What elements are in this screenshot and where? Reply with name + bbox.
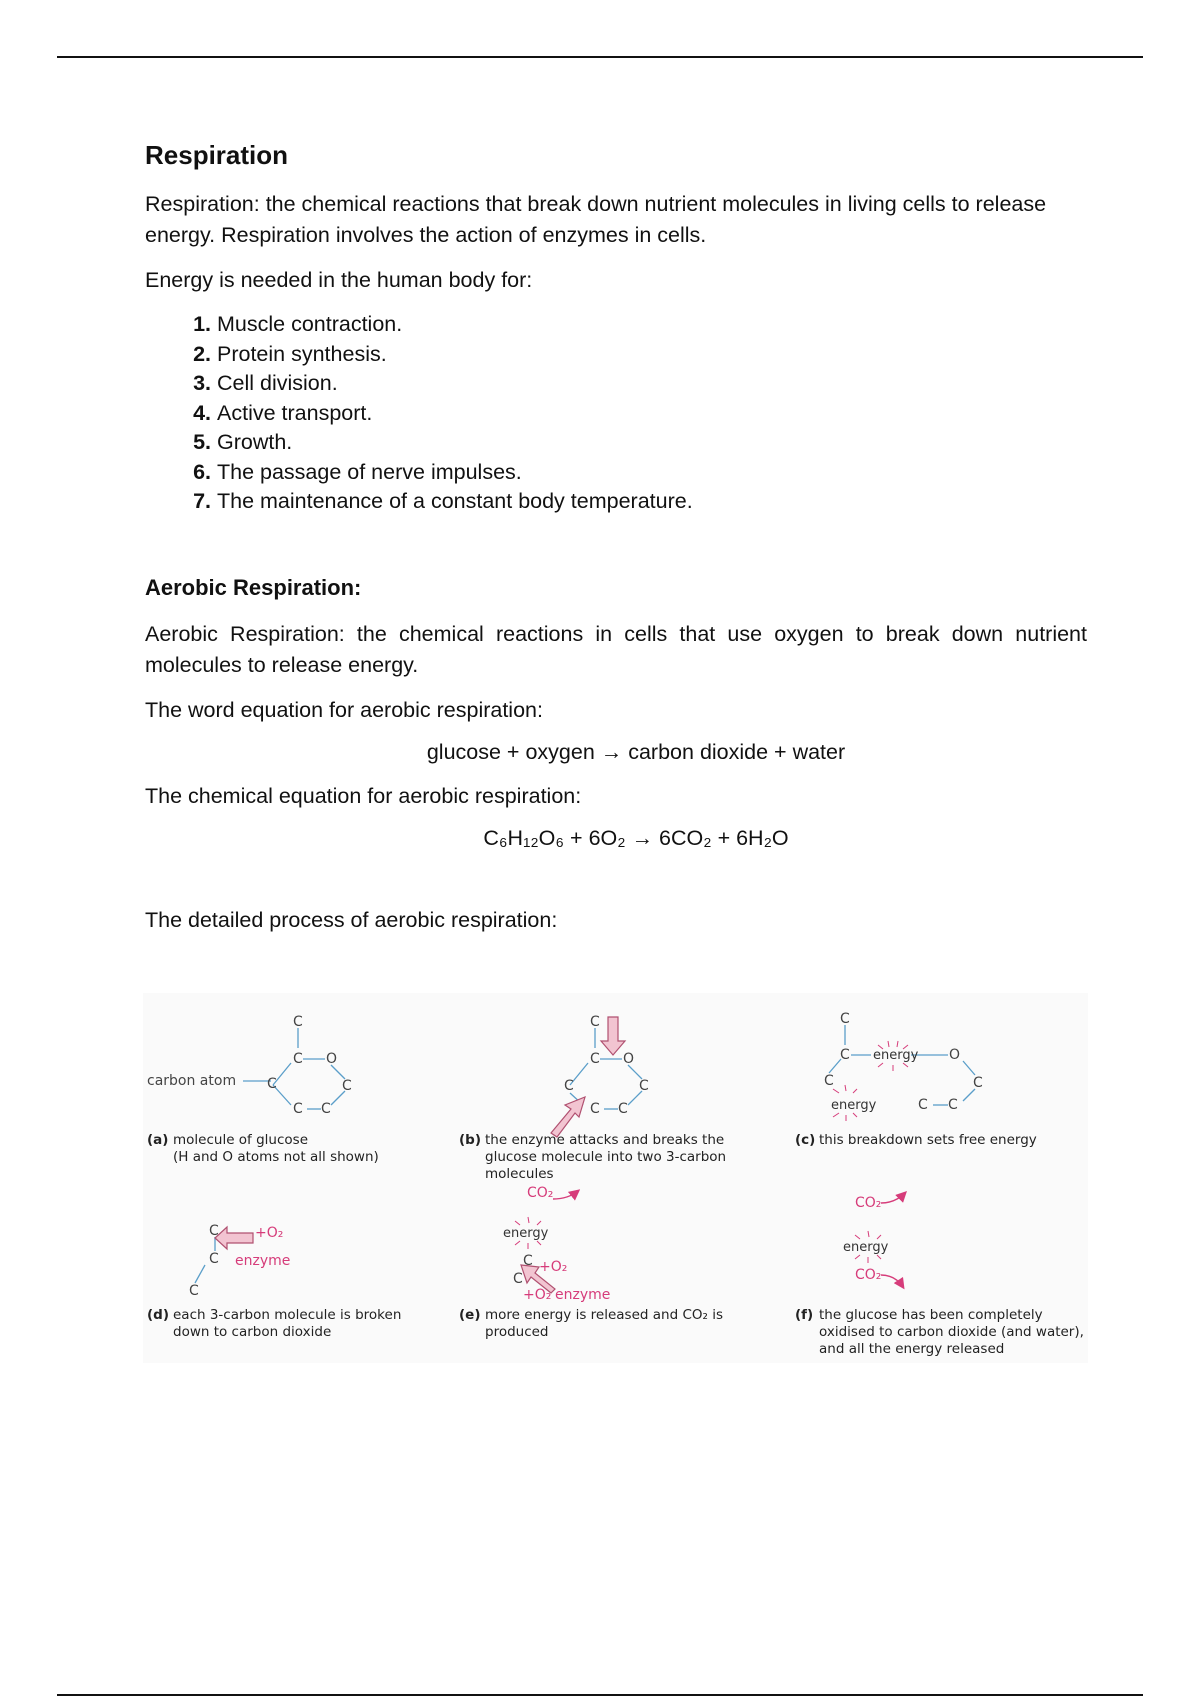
panel-e-co2-arrow <box>553 1191 578 1199</box>
atom-c: C <box>293 1014 303 1030</box>
top-rule <box>57 56 1143 58</box>
atom-c: C <box>948 1097 958 1113</box>
atom-c: C <box>267 1076 277 1092</box>
co2-label: CO₂ <box>855 1195 882 1211</box>
caption-c-letter: (c) <box>795 1132 816 1148</box>
caption-f-letter: (f) <box>795 1307 814 1323</box>
caption-e-letter: (e) <box>459 1307 481 1323</box>
energy-label: energy <box>873 1048 919 1063</box>
enzyme-label: enzyme <box>555 1287 611 1303</box>
panel-a-atoms <box>147 1014 352 1117</box>
word-equation: glucose + oxygen → carbon dioxide + water <box>426 739 846 764</box>
atom-c: C <box>840 1047 850 1063</box>
atom-o: O <box>949 1047 961 1063</box>
atom-c: C <box>189 1283 199 1299</box>
caption-b: molecules <box>485 1166 554 1182</box>
caption-e: produced <box>485 1324 549 1340</box>
atom-c: C <box>564 1078 574 1094</box>
caption-e: more energy is released and CO₂ is <box>485 1307 723 1323</box>
list-item: 6. The passage of nerve impulses. <box>217 458 1087 488</box>
atom-c: C <box>513 1271 523 1287</box>
document-body <box>145 140 1087 950</box>
aerobic-heading: Aerobic Respiration: <box>145 574 362 600</box>
atom-c: C <box>321 1101 331 1117</box>
list-item: 4. Active transport. <box>217 399 1087 429</box>
plus-o2-label: +O₂ <box>539 1259 568 1275</box>
caption-a-letter: (a) <box>147 1132 169 1148</box>
enzyme-arrow-down <box>601 1017 625 1055</box>
chemical-equation: C₆H₁₂O₆ + 6O₂ → 6CO₂ + 6H₂O <box>483 825 789 850</box>
plus-o2-label: +O₂ <box>523 1287 552 1303</box>
page-title: Respiration <box>145 140 289 170</box>
panel-c-atoms <box>824 1011 983 1113</box>
atom-c: C <box>973 1075 983 1091</box>
panel-f-co2-arrow-up <box>881 1193 905 1203</box>
caption-d: each 3-carbon molecule is broken <box>173 1307 402 1323</box>
atom-c: C <box>293 1101 303 1117</box>
bottom-rule <box>57 1694 1143 1696</box>
caption-a: molecule of glucose <box>173 1132 308 1148</box>
panel-f-co2-arrow-down <box>881 1275 903 1287</box>
atom-c: C <box>293 1051 303 1067</box>
atom-o: O <box>326 1051 338 1067</box>
enzyme-arrow-up <box>551 1097 585 1137</box>
caption-a: (H and O atoms not all shown) <box>173 1149 379 1165</box>
respiration-process-figure <box>143 993 1088 1363</box>
list-item: 2. Protein synthesis. <box>217 340 1087 370</box>
energy-label: energy <box>503 1226 549 1241</box>
list-item: 3. Cell division. <box>217 369 1087 399</box>
panel-c-molecule <box>829 1025 975 1105</box>
caption-b: glucose molecule into two 3-carbon <box>485 1149 727 1165</box>
respiration-definition: Respiration: the chemical reactions that break down nutrient molecules in living cells to release energy. Respiration involves the action of enzymes in cells. <box>145 192 1047 247</box>
word-equation-label: The word equation for aerobic respiration: <box>145 697 543 722</box>
panel-d-enzyme-arrow <box>215 1227 253 1249</box>
atom-c: C <box>590 1101 600 1117</box>
atom-c: C <box>590 1051 600 1067</box>
atom-c: C <box>209 1223 219 1239</box>
caption-b: the enzyme attacks and breaks the <box>485 1132 725 1148</box>
atom-c: C <box>209 1251 219 1267</box>
energy-label: energy <box>831 1098 877 1113</box>
atom-c: C <box>824 1073 834 1089</box>
co2-label: CO₂ <box>855 1267 882 1283</box>
plus-o2-label: +O₂ <box>255 1225 284 1241</box>
list-item: 5. Growth. <box>217 428 1087 458</box>
caption-b-letter: (b) <box>459 1132 482 1148</box>
caption-d-letter: (d) <box>147 1307 170 1323</box>
figure-svg <box>143 993 1088 1363</box>
panel-b-molecule <box>570 1028 642 1109</box>
atom-c: C <box>618 1101 628 1117</box>
caption-f: oxidised to carbon dioxide (and water), <box>819 1324 1084 1340</box>
aerobic-definition: Aerobic Respiration: the chemical reactions in cells that use oxygen to break down nutrient molecules to release energy. <box>145 621 1087 677</box>
list-item: 1. Muscle contraction. <box>217 310 1087 340</box>
process-label: The detailed process of aerobic respiration: <box>145 907 558 932</box>
carbon-atom-label: carbon atom <box>147 1073 237 1089</box>
caption-f: the glucose has been completely <box>819 1307 1043 1323</box>
caption-d: down to carbon dioxide <box>173 1324 332 1340</box>
energy-needed-intro: Energy is needed in the human body for: <box>145 268 533 292</box>
energy-label: energy <box>843 1240 889 1255</box>
caption-f: and all the energy released <box>819 1341 1005 1357</box>
panel-f-atoms <box>843 1195 889 1283</box>
panel-e-atoms <box>503 1185 610 1303</box>
atom-c: C <box>523 1253 533 1269</box>
panel-a-glucose <box>243 1028 345 1109</box>
energy-uses-list <box>145 310 1087 517</box>
atom-c: C <box>840 1011 850 1027</box>
enzyme-label: enzyme <box>235 1253 291 1269</box>
atom-c: C <box>342 1078 352 1094</box>
atom-c: C <box>639 1078 649 1094</box>
caption-c: this breakdown sets free energy <box>819 1132 1037 1148</box>
list-item: 7. The maintenance of a constant body temperature. <box>217 487 1087 517</box>
atom-o: O <box>623 1051 635 1067</box>
co2-label: CO₂ <box>527 1185 554 1201</box>
atom-c: C <box>918 1097 928 1113</box>
atom-c: C <box>590 1014 600 1030</box>
chemical-equation-label: The chemical equation for aerobic respiration: <box>145 783 582 808</box>
